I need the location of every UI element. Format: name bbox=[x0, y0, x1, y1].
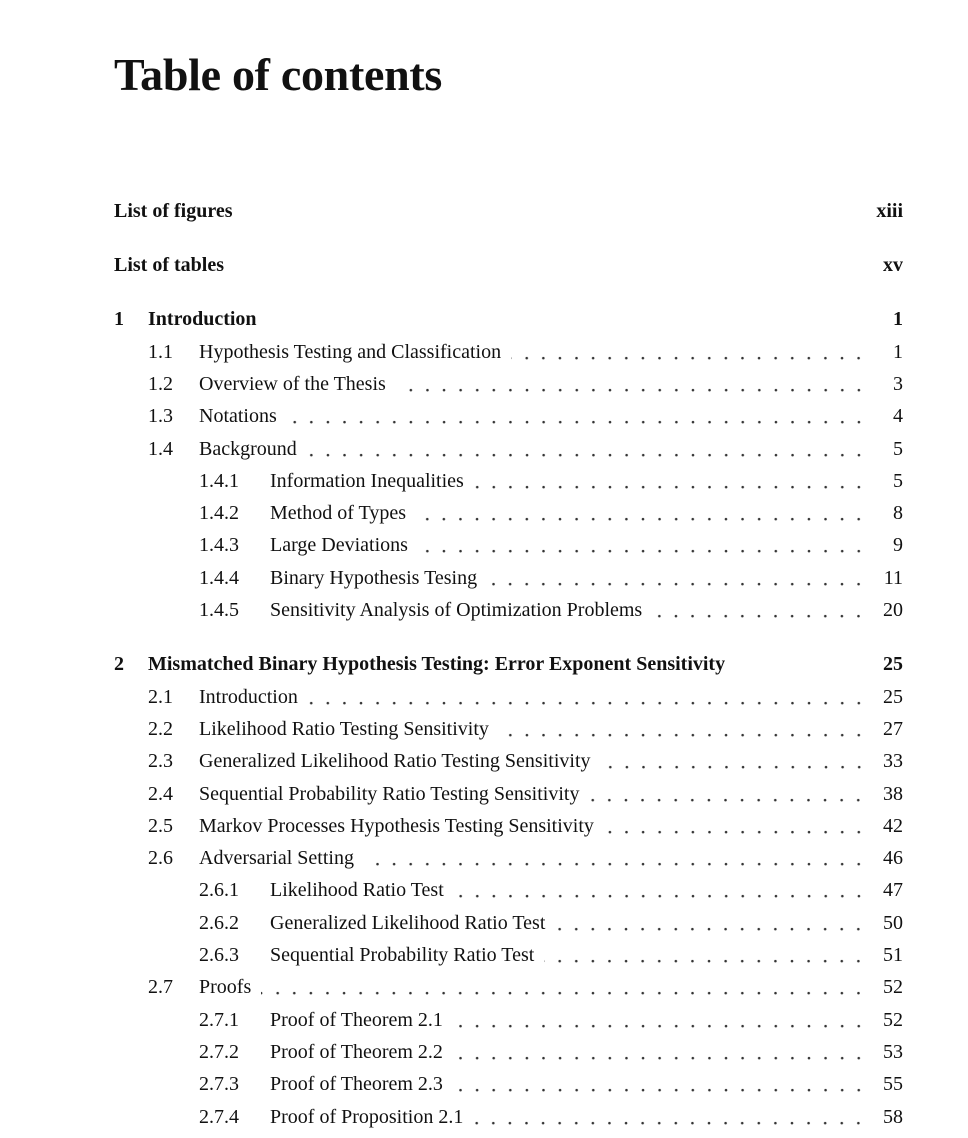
toc-entry-number: 2.7.4 bbox=[199, 1105, 239, 1128]
toc-entry-title[interactable]: Proofs bbox=[199, 976, 252, 999]
toc-entry-number: 2.5 bbox=[148, 814, 173, 837]
toc-entry-page[interactable]: xv bbox=[883, 254, 903, 277]
toc-entry[interactable] bbox=[0, 195, 968, 227]
toc-entry-page[interactable]: 5 bbox=[893, 437, 903, 460]
toc-entry[interactable] bbox=[0, 907, 968, 939]
toc-entry-number: 1.4.4 bbox=[199, 566, 239, 589]
toc-entry-title[interactable]: Proof of Proposition 2.1 bbox=[270, 1105, 464, 1128]
toc-entry-number: 1.2 bbox=[148, 372, 173, 395]
dot-leader bbox=[308, 681, 869, 713]
dot-leader bbox=[396, 368, 869, 400]
toc-entry-page[interactable]: 46 bbox=[883, 847, 903, 870]
toc-entry-page[interactable]: 27 bbox=[883, 717, 903, 740]
toc-entry-title[interactable]: Information Inequalities bbox=[270, 469, 464, 492]
toc-entry-title[interactable]: List of figures bbox=[114, 199, 233, 222]
dot-leader bbox=[416, 497, 869, 529]
toc-entry-number: 2.7.1 bbox=[199, 1008, 239, 1031]
dot-leader bbox=[418, 529, 869, 561]
toc-entry-title[interactable]: Proof of Theorem 2.3 bbox=[270, 1073, 443, 1096]
toc-entry-number: 2.7 bbox=[148, 976, 173, 999]
toc-entry[interactable] bbox=[0, 594, 968, 626]
toc-entry-number: 1.4 bbox=[148, 437, 173, 460]
dot-leader bbox=[499, 713, 869, 745]
toc-entry-number: 1.4.5 bbox=[199, 599, 239, 622]
dot-leader bbox=[511, 336, 869, 368]
toc-entry[interactable] bbox=[0, 400, 968, 432]
toc-entry[interactable] bbox=[0, 562, 968, 594]
toc-entry-number: 2.3 bbox=[148, 750, 173, 773]
toc-entry[interactable] bbox=[0, 713, 968, 745]
toc-entry-title[interactable]: Sequential Probability Ratio Testing Sensitivity bbox=[199, 782, 580, 805]
toc-entry-page[interactable]: 58 bbox=[883, 1105, 903, 1128]
toc-entry-page[interactable]: xiii bbox=[876, 199, 903, 222]
table-of-contents bbox=[0, 195, 968, 1133]
toc-entry-title[interactable]: Background bbox=[199, 437, 297, 460]
toc-entry[interactable] bbox=[0, 497, 968, 529]
toc-entry-number: 2.4 bbox=[148, 782, 173, 805]
toc-entry-number: 1 bbox=[114, 308, 124, 331]
toc-entry-page[interactable]: 8 bbox=[893, 502, 903, 525]
toc-entry-title[interactable]: Method of Types bbox=[270, 502, 406, 525]
toc-entry[interactable] bbox=[0, 1004, 968, 1036]
toc-entry-page[interactable]: 33 bbox=[883, 750, 903, 773]
toc-entry-title[interactable]: List of tables bbox=[114, 254, 224, 277]
toc-entry-page[interactable]: 55 bbox=[883, 1073, 903, 1096]
toc-entry-page[interactable]: 53 bbox=[883, 1040, 903, 1063]
toc-entry[interactable] bbox=[0, 465, 968, 497]
toc-entry-number: 1.1 bbox=[148, 340, 173, 363]
toc-entry[interactable] bbox=[0, 1036, 968, 1068]
toc-entry[interactable] bbox=[0, 336, 968, 368]
dot-leader bbox=[364, 842, 869, 874]
toc-entry-title[interactable]: Notations bbox=[199, 405, 277, 428]
toc-entry-page[interactable]: 42 bbox=[883, 814, 903, 837]
toc-entry[interactable] bbox=[0, 433, 968, 465]
toc-entry-title[interactable]: Likelihood Ratio Testing Sensitivity bbox=[199, 717, 489, 740]
toc-entry[interactable] bbox=[0, 368, 968, 400]
toc-entry-title[interactable]: Mismatched Binary Hypothesis Testing: Error Exponent Sensitivity bbox=[148, 653, 726, 676]
toc-entry-number: 1.4.3 bbox=[199, 534, 239, 557]
toc-entry-page[interactable]: 25 bbox=[883, 685, 903, 708]
dot-leader bbox=[555, 907, 869, 939]
toc-entry-page[interactable]: 47 bbox=[883, 879, 903, 902]
toc-entry[interactable] bbox=[0, 874, 968, 906]
toc-entry-page[interactable]: 1 bbox=[893, 340, 903, 363]
toc-entry-number: 2.6 bbox=[148, 847, 173, 870]
toc-entry-number: 1.4.1 bbox=[199, 469, 239, 492]
dot-leader bbox=[604, 810, 869, 842]
dot-leader bbox=[261, 971, 869, 1003]
toc-entry-number: 2.6.3 bbox=[199, 944, 239, 967]
toc-entry-page[interactable]: 20 bbox=[883, 599, 903, 622]
dot-leader bbox=[589, 778, 869, 810]
toc-entry-number: 2 bbox=[114, 653, 124, 676]
toc-entry-title[interactable]: Proof of Theorem 2.1 bbox=[270, 1008, 443, 1031]
toc-entry[interactable] bbox=[0, 842, 968, 874]
toc-entry-page[interactable]: 9 bbox=[893, 534, 903, 557]
toc-entry-number: 1.4.2 bbox=[199, 502, 239, 525]
toc-entry-title[interactable]: Likelihood Ratio Test bbox=[270, 879, 444, 902]
toc-entry-number: 2.1 bbox=[148, 685, 173, 708]
toc-entry-page[interactable]: 50 bbox=[883, 911, 903, 934]
toc-entry[interactable] bbox=[0, 681, 968, 713]
dot-leader bbox=[601, 745, 870, 777]
toc-entry[interactable] bbox=[0, 648, 968, 680]
toc-entry-page[interactable]: 5 bbox=[893, 469, 903, 492]
toc-entry-number: 2.6.2 bbox=[199, 911, 239, 934]
dot-leader bbox=[544, 939, 869, 971]
dot-leader bbox=[287, 400, 869, 432]
dot-leader bbox=[454, 874, 869, 906]
dot-leader bbox=[453, 1068, 869, 1100]
toc-entry-title[interactable]: Generalized Likelihood Ratio Testing Sensitivity bbox=[199, 750, 591, 773]
toc-entry-page[interactable]: 4 bbox=[893, 405, 903, 428]
toc-entry-title[interactable]: Overview of the Thesis bbox=[199, 372, 386, 395]
toc-entry-page[interactable]: 25 bbox=[883, 653, 903, 676]
toc-entry[interactable] bbox=[0, 303, 968, 335]
toc-entry-page[interactable]: 38 bbox=[883, 782, 903, 805]
page-title: Table of contents bbox=[114, 49, 442, 100]
toc-entry[interactable] bbox=[0, 745, 968, 777]
toc-entry-number: 2.6.1 bbox=[199, 879, 239, 902]
dot-leader bbox=[453, 1036, 869, 1068]
toc-entry-title[interactable]: Large Deviations bbox=[270, 534, 408, 557]
toc-entry[interactable] bbox=[0, 778, 968, 810]
dot-leader bbox=[307, 433, 869, 465]
toc-entry-page[interactable]: 52 bbox=[883, 976, 903, 999]
toc-entry[interactable] bbox=[0, 939, 968, 971]
toc-entry-number: 2.2 bbox=[148, 717, 173, 740]
toc-entry[interactable] bbox=[0, 529, 968, 561]
toc-entry-title[interactable]: Sensitivity Analysis of Optimization Problems bbox=[270, 599, 643, 622]
toc-entry[interactable] bbox=[0, 810, 968, 842]
toc-entry-title[interactable]: Adversarial Setting bbox=[199, 847, 354, 870]
toc-entry-title[interactable]: Introduction bbox=[148, 308, 257, 331]
toc-entry-title[interactable]: Binary Hypothesis Tesing bbox=[270, 566, 478, 589]
toc-entry-page[interactable]: 51 bbox=[883, 944, 903, 967]
toc-entry-title[interactable]: Proof of Theorem 2.2 bbox=[270, 1040, 443, 1063]
toc-entry[interactable] bbox=[0, 971, 968, 1003]
toc-entry-title[interactable]: Hypothesis Testing and Classification bbox=[199, 340, 502, 363]
dot-leader bbox=[453, 1004, 869, 1036]
toc-entry[interactable] bbox=[0, 249, 968, 281]
dot-leader bbox=[487, 562, 869, 594]
toc-entry-page[interactable]: 3 bbox=[893, 372, 903, 395]
toc-entry-title[interactable]: Markov Processes Hypothesis Testing Sensitivity bbox=[199, 814, 594, 837]
dot-leader bbox=[652, 594, 869, 626]
toc-entry-title[interactable]: Sequential Probability Ratio Test bbox=[270, 944, 535, 967]
toc-entry-title[interactable]: Generalized Likelihood Ratio Test bbox=[270, 911, 546, 934]
toc-entry-title[interactable]: Introduction bbox=[199, 685, 298, 708]
toc-entry-number: 2.7.3 bbox=[199, 1073, 239, 1096]
toc-entry-page[interactable]: 1 bbox=[893, 308, 903, 331]
toc-entry[interactable] bbox=[0, 1068, 968, 1100]
toc-entry-number: 2.7.2 bbox=[199, 1040, 239, 1063]
dot-leader bbox=[474, 465, 869, 497]
dot-leader bbox=[473, 1101, 869, 1133]
toc-entry-number: 1.3 bbox=[148, 405, 173, 428]
toc-entry-page[interactable]: 52 bbox=[883, 1008, 903, 1031]
toc-entry-page[interactable]: 11 bbox=[883, 566, 903, 589]
toc-entry[interactable] bbox=[0, 1101, 968, 1133]
